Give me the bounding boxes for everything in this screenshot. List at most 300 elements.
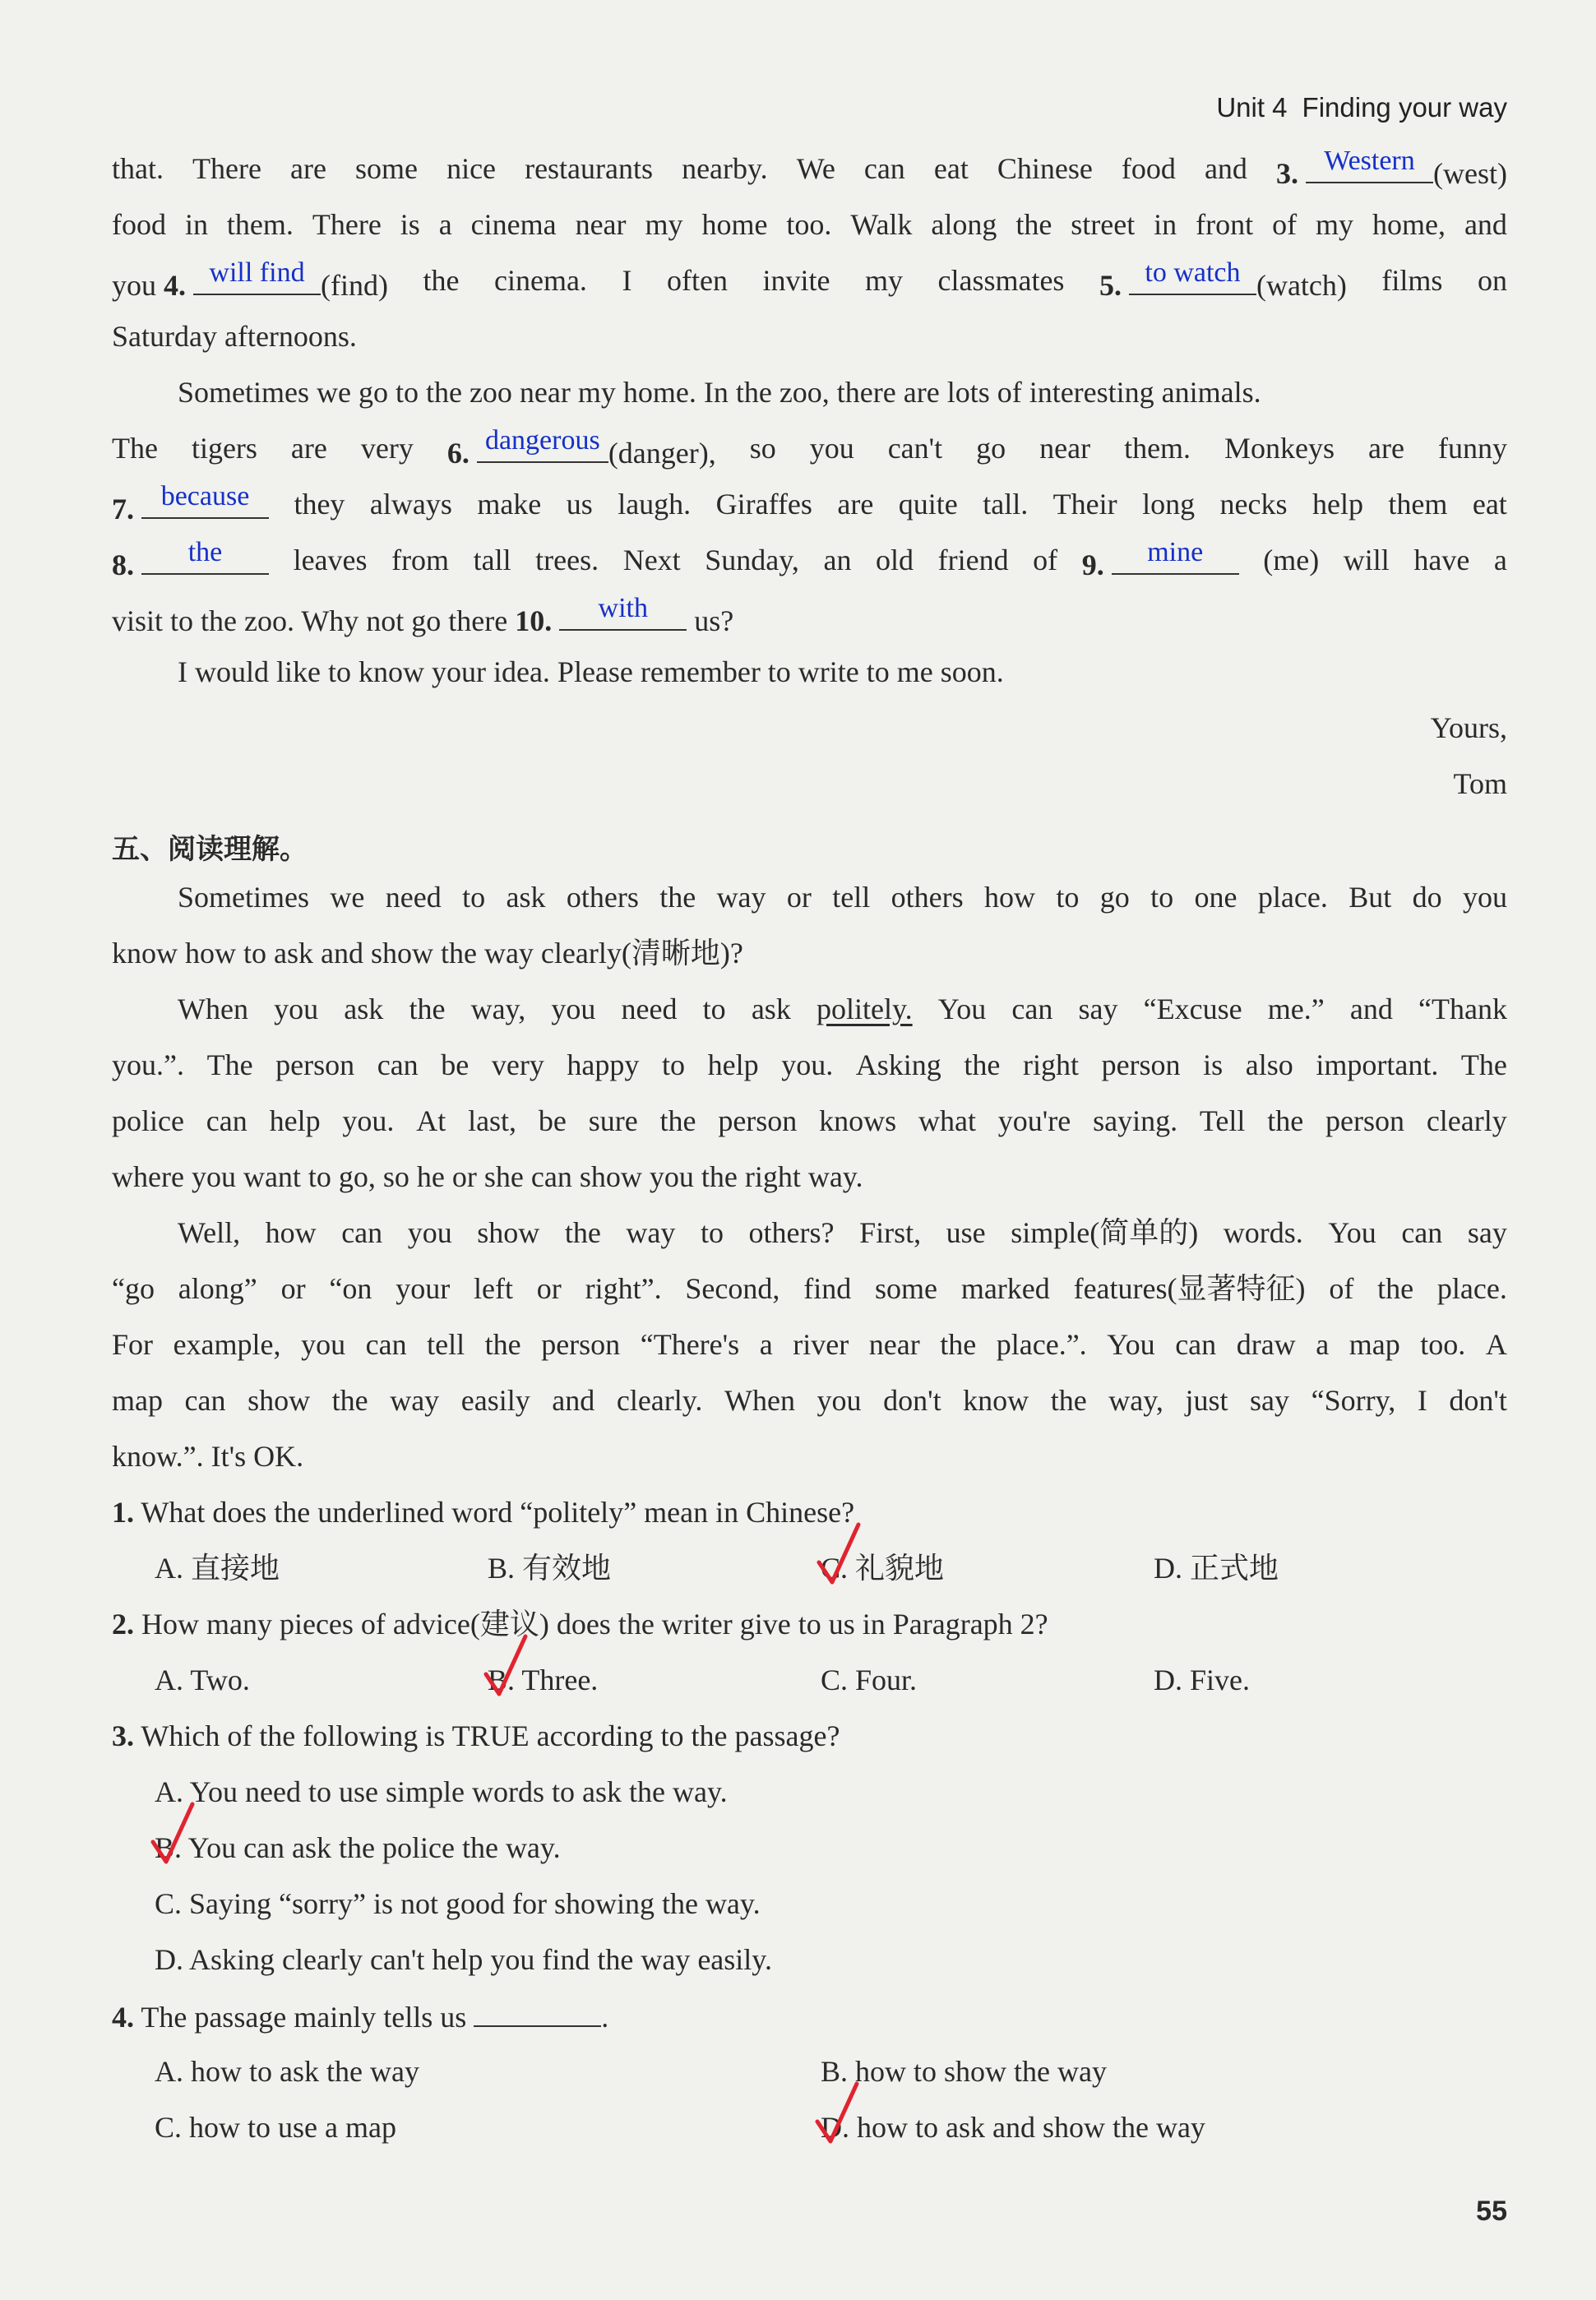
word: place. <box>1257 881 1328 914</box>
page-header <box>1216 92 1507 123</box>
word: my <box>864 264 903 297</box>
word: often <box>666 264 728 297</box>
word: you <box>274 993 319 1025</box>
passage-line-1 <box>178 882 1507 912</box>
word: in <box>184 208 208 241</box>
word: marked <box>960 1272 1050 1305</box>
word: how <box>265 1216 317 1249</box>
word: “on <box>329 1272 372 1305</box>
word: are <box>290 152 326 185</box>
word: you <box>112 269 156 302</box>
word: ask <box>344 993 384 1025</box>
q1-option-c[interactable]: C. 礼貌地 <box>821 1552 945 1585</box>
word: near <box>868 1328 920 1361</box>
handwritten-answer: to watch <box>1145 257 1241 288</box>
word: near <box>1039 432 1091 465</box>
word: invite <box>762 264 830 297</box>
word: help <box>707 1048 759 1081</box>
word: The <box>206 1048 253 1081</box>
blank-number: 10. <box>515 604 553 637</box>
word: on <box>1477 264 1507 297</box>
question-2 <box>112 1609 1507 1639</box>
word: eat <box>933 152 969 185</box>
word: you <box>551 993 596 1025</box>
word: others? <box>748 1216 835 1249</box>
word: say <box>1467 1216 1507 1249</box>
word: nearby. <box>682 152 768 185</box>
word: laugh. <box>618 488 692 521</box>
word: use <box>946 1216 986 1249</box>
q3-option-c[interactable]: C. Saying “sorry” is not good for showing the way. <box>155 1887 761 1920</box>
handwritten-answer: mine <box>1147 537 1204 567</box>
q1-option-b[interactable]: B. 有效地 <box>488 1552 612 1585</box>
letter-line-1 <box>112 146 1507 190</box>
word: right”. <box>585 1272 662 1305</box>
word: Walk <box>850 208 913 241</box>
handwritten-answer: with <box>598 593 648 623</box>
word: films <box>1381 264 1443 297</box>
word: way, <box>470 993 526 1025</box>
word: too. <box>1420 1328 1466 1361</box>
word: map <box>112 1384 163 1417</box>
word: person <box>1325 1104 1404 1137</box>
word: I <box>622 264 632 297</box>
letter-line-10: I would like to know your idea. Please remember to write to me soon. <box>178 655 1004 688</box>
word: that. <box>112 152 164 185</box>
question-4 <box>112 2001 1507 2032</box>
word: the <box>564 1216 601 1249</box>
word: easily <box>460 1384 530 1417</box>
word: or <box>786 881 812 914</box>
q3-option-a[interactable]: A. You need to use simple words to ask the way. <box>155 1775 728 1808</box>
word: don't <box>1449 1384 1507 1417</box>
q1-option-a[interactable]: A. 直接地 <box>155 1552 280 1585</box>
word: The <box>112 432 158 465</box>
word: place. <box>1436 1272 1507 1305</box>
word: ask <box>751 993 791 1025</box>
word: clearly. <box>616 1384 703 1417</box>
word: nice <box>446 152 497 185</box>
word: simple(简单的) <box>1011 1216 1199 1249</box>
word: also <box>1245 1048 1293 1081</box>
handwritten-answer: the <box>187 537 223 567</box>
word: map <box>1349 1328 1400 1361</box>
word: and <box>552 1384 595 1417</box>
word: Monkeys <box>1224 432 1335 465</box>
word: food <box>112 208 166 241</box>
word: of <box>1272 208 1298 241</box>
word: the <box>1267 1104 1304 1137</box>
page-number: 55 <box>1476 2196 1507 2227</box>
letter-line-2 <box>112 210 1507 239</box>
word: You <box>1328 1216 1376 1249</box>
question-text: Which of the following is TRUE according to the passage? <box>141 1719 840 1752</box>
blank-number: 7. <box>112 493 134 525</box>
word: can <box>206 1104 247 1137</box>
answer-blank[interactable] <box>474 2001 601 2027</box>
word: you <box>809 432 854 465</box>
blank-number: 9. <box>1081 548 1104 581</box>
word: long <box>1142 488 1196 521</box>
blank-number: 3. <box>1275 157 1298 190</box>
blank-number: 4. <box>164 269 186 302</box>
word: near <box>575 208 627 241</box>
word: or <box>280 1272 306 1305</box>
word: person <box>275 1048 355 1081</box>
check-mark-icon <box>481 1633 530 1699</box>
word: can <box>184 1384 226 1417</box>
word: sure <box>588 1104 638 1137</box>
q3-option-b[interactable]: B. You can ask the police the way. <box>155 1831 561 1864</box>
letter-line-9 <box>112 593 1507 637</box>
blank-number: 8. <box>112 548 134 581</box>
word: say <box>1250 1384 1290 1417</box>
word: my <box>1316 208 1354 241</box>
word: Their <box>1052 488 1117 521</box>
word: cinema <box>470 208 557 241</box>
word: police <box>112 1104 184 1137</box>
passage-line-3 <box>178 994 1507 1024</box>
word: person <box>718 1104 798 1137</box>
word: along” <box>178 1272 257 1305</box>
word: eat <box>1472 488 1507 521</box>
word: is <box>1203 1048 1224 1081</box>
passage-line-6: where you want to go, so he or she can show you the right way. <box>112 1160 863 1193</box>
fill-blank-7[interactable] <box>141 481 269 519</box>
letter-line-5: Sometimes we go to the zoo near my home. In the zoo, there are lots of interesting animals. <box>178 376 1261 409</box>
fill-blank-4[interactable] <box>193 257 321 295</box>
word: to <box>662 1048 686 1081</box>
passage-line-7 <box>178 1218 1507 1247</box>
word: river <box>793 1328 849 1361</box>
word: ask <box>506 881 546 914</box>
word: are <box>837 488 874 521</box>
word: will <box>1343 544 1390 576</box>
word: home <box>701 208 768 241</box>
word: home, <box>1372 208 1446 241</box>
word: funny <box>1437 432 1507 465</box>
word: “Sorry, <box>1311 1384 1396 1417</box>
word: you <box>301 1328 346 1361</box>
fill-blank-6[interactable] <box>477 425 608 463</box>
word: the <box>1015 208 1052 241</box>
word: way <box>716 881 766 914</box>
word: tall. <box>983 488 1029 521</box>
word: the <box>423 264 460 297</box>
word: trees. <box>535 544 599 576</box>
word: I <box>1417 1384 1427 1417</box>
word: or <box>536 1272 562 1305</box>
question-number: 3. <box>112 1719 134 1752</box>
word: you. <box>781 1048 834 1081</box>
word: the <box>940 1328 977 1361</box>
word: just <box>1185 1384 1228 1417</box>
question-1 <box>112 1497 1507 1527</box>
q4-option-d[interactable]: D. how to ask and show the way <box>821 2111 1205 2144</box>
word: friend <box>937 544 1009 576</box>
letter-line-6 <box>112 425 1507 470</box>
word: happy <box>567 1048 640 1081</box>
word: can <box>1175 1328 1217 1361</box>
word: food <box>1121 152 1176 185</box>
word: last, <box>468 1104 517 1137</box>
word: the <box>1377 1272 1414 1305</box>
word: (me) <box>1263 544 1320 576</box>
word: can <box>341 1216 383 1249</box>
word: others <box>566 881 639 914</box>
word: some <box>875 1272 938 1305</box>
check-mark-icon <box>148 1801 197 1867</box>
word: way <box>390 1384 440 1417</box>
word: Sometimes <box>178 881 309 914</box>
word: them. <box>1124 432 1191 465</box>
word: person <box>541 1328 621 1361</box>
hint: (find) <box>321 269 388 302</box>
word: front <box>1196 208 1254 241</box>
word: can <box>1401 1216 1443 1249</box>
word: are <box>290 432 327 465</box>
check-mark-icon <box>812 2080 862 2146</box>
word: “There's <box>640 1328 740 1361</box>
unit-label: Unit 4 <box>1216 92 1288 123</box>
word: the <box>1050 1384 1087 1417</box>
passage-line-9 <box>112 1330 1507 1359</box>
word: and <box>1464 208 1507 241</box>
underlined-word: politely. <box>816 993 913 1025</box>
word: need <box>385 881 442 914</box>
word: tall <box>473 544 511 576</box>
fill-blank-5[interactable] <box>1129 257 1256 295</box>
word: to <box>700 1216 724 1249</box>
word: from <box>391 544 450 576</box>
word: make <box>477 488 542 521</box>
word: tell <box>427 1328 465 1361</box>
letter-line-3 <box>112 257 1507 302</box>
word: the <box>659 1104 696 1137</box>
word: knows <box>819 1104 897 1137</box>
passage-line-2: know how to ask and show the way clearly(清晰地)? <box>112 937 743 970</box>
unit-title: Finding your way <box>1302 92 1507 123</box>
passage-line-4 <box>112 1050 1507 1080</box>
word: “Thank <box>1418 993 1507 1025</box>
word: along <box>931 208 997 241</box>
word: show <box>247 1384 311 1417</box>
word: too. <box>786 208 832 241</box>
question-number: 4. <box>112 2001 134 2034</box>
fill-blank-10[interactable] <box>559 593 687 631</box>
word: Well, <box>178 1216 241 1249</box>
word: my <box>645 208 683 241</box>
word: person <box>1101 1048 1181 1081</box>
word: way <box>626 1216 676 1249</box>
word: important. <box>1316 1048 1439 1081</box>
word: cinema. <box>493 264 587 297</box>
check-mark-icon <box>814 1521 863 1587</box>
word: you.”. <box>112 1048 184 1081</box>
word: of <box>1329 1272 1354 1305</box>
word: one <box>1194 881 1237 914</box>
question-text: How many pieces of advice(建议) does the writer give to us in Paragraph 2? <box>141 1608 1048 1641</box>
word: me.” <box>1267 993 1325 1025</box>
word: saying. <box>1093 1104 1178 1137</box>
word: left <box>474 1272 513 1305</box>
section-title: 五、阅读理解。 <box>112 833 308 866</box>
letter-line-7 <box>112 481 1507 525</box>
word: Tell <box>1199 1104 1246 1137</box>
letter-line-4: Saturday afternoons. <box>112 320 357 353</box>
word: a <box>438 208 452 241</box>
word: be <box>441 1048 470 1081</box>
word: what <box>918 1104 976 1137</box>
letter-signature: Tom <box>1453 767 1507 800</box>
handwritten-answer: Western <box>1324 146 1415 176</box>
blank-number: 6. <box>446 437 470 470</box>
word: For <box>112 1328 154 1361</box>
word: Giraffes <box>715 488 812 521</box>
q3-option-d[interactable]: D. Asking clearly can't help you find the way easily. <box>155 1943 772 1976</box>
word: others <box>891 881 964 914</box>
word: way, <box>1108 1384 1163 1417</box>
word: an <box>823 544 852 576</box>
word: and <box>1349 993 1393 1025</box>
letter-closing: Yours, <box>1430 711 1507 744</box>
q1-option-d[interactable]: D. 正式地 <box>1154 1552 1279 1585</box>
word: place.”. <box>996 1328 1087 1361</box>
word: find <box>803 1272 852 1305</box>
word: But <box>1349 881 1392 914</box>
q4-option-a[interactable]: A. how to ask the way <box>155 2055 419 2088</box>
word: have <box>1413 544 1470 576</box>
question-3 <box>112 1721 1507 1751</box>
word: a <box>759 1328 773 1361</box>
word: leaves <box>293 544 368 576</box>
word: they <box>294 488 345 521</box>
handwritten-answer: will find <box>209 257 305 288</box>
word: The <box>1460 1048 1507 1081</box>
letter-line-8 <box>112 537 1507 581</box>
word: us <box>566 488 593 521</box>
word: how <box>984 881 1036 914</box>
word: a <box>1493 544 1507 576</box>
word: do <box>1412 881 1442 914</box>
word: you're <box>997 1104 1071 1137</box>
word: know <box>963 1384 1029 1417</box>
word: can <box>365 1328 407 1361</box>
word: and <box>1204 152 1247 185</box>
question-number: 1. <box>112 1496 134 1529</box>
word: the <box>331 1384 368 1417</box>
word: so <box>749 432 776 465</box>
fill-blank-3[interactable] <box>1306 146 1433 183</box>
word: the <box>484 1328 521 1361</box>
word: show <box>477 1216 540 1249</box>
word: say <box>1078 993 1118 1025</box>
blank-number: 5. <box>1099 269 1122 302</box>
question-number: 2. <box>112 1608 134 1641</box>
word: them <box>1388 488 1448 521</box>
word: There <box>192 152 261 185</box>
word: you <box>1462 881 1507 914</box>
word: the <box>964 1048 1001 1081</box>
word: you. <box>342 1104 395 1137</box>
handwritten-answer: dangerous <box>484 425 600 456</box>
word: need <box>621 993 678 1025</box>
word: is <box>400 208 420 241</box>
word: you <box>817 1384 862 1417</box>
word: tell <box>832 881 871 914</box>
passage-line-10 <box>112 1386 1507 1415</box>
hint: (west) <box>1432 157 1507 190</box>
word: can <box>377 1048 419 1081</box>
word: You <box>937 993 987 1025</box>
word: When <box>178 993 248 1025</box>
word: you <box>407 1216 452 1249</box>
word: to <box>462 881 486 914</box>
word: we <box>330 881 365 914</box>
q4-option-c[interactable]: C. how to use a map <box>155 2111 396 2144</box>
handwritten-answer: because <box>160 481 250 511</box>
q2-option-b[interactable]: B. Three. <box>488 1664 599 1696</box>
word: in <box>1154 208 1177 241</box>
word: very <box>360 432 414 465</box>
q2-option-d[interactable]: D. Five. <box>1154 1664 1250 1696</box>
word: help <box>269 1104 321 1137</box>
word: can <box>863 152 905 185</box>
word: always <box>369 488 452 521</box>
word: can't <box>887 432 943 465</box>
word: be <box>538 1104 567 1137</box>
hint: (watch) <box>1256 269 1347 302</box>
word: some <box>355 152 419 185</box>
word: the <box>409 993 446 1025</box>
word: “Excuse <box>1143 993 1242 1025</box>
word: go <box>976 432 1006 465</box>
word: don't <box>883 1384 941 1417</box>
word: restaurants <box>525 152 654 185</box>
word: quite <box>898 488 958 521</box>
word: your <box>396 1272 451 1305</box>
word: draw <box>1236 1328 1296 1361</box>
punctuation: . <box>601 2001 609 2034</box>
word: When <box>724 1384 795 1417</box>
question-text: The passage mainly tells us <box>141 2001 467 2034</box>
word: We <box>796 152 835 185</box>
word: go <box>1099 881 1130 914</box>
word: features(显著特征) <box>1073 1272 1306 1305</box>
word: First, <box>859 1216 922 1249</box>
word: “go <box>112 1272 155 1305</box>
word: a <box>1316 1328 1330 1361</box>
word: There <box>312 208 382 241</box>
word: right <box>1022 1048 1079 1081</box>
word: very <box>491 1048 544 1081</box>
fill-blank-9[interactable] <box>1112 537 1239 575</box>
word: old <box>876 544 914 576</box>
passage-line-5 <box>112 1106 1507 1136</box>
word: are <box>1368 432 1404 465</box>
word: street <box>1071 208 1136 241</box>
q2-option-c[interactable]: C. Four. <box>821 1664 918 1696</box>
fill-blank-8[interactable] <box>141 537 269 575</box>
text: us? <box>694 604 734 637</box>
word: to <box>1056 881 1080 914</box>
word: the <box>659 881 696 914</box>
word: help <box>1311 488 1363 521</box>
q4-option-b[interactable]: B. how to show the way <box>821 2055 1107 2088</box>
q2-option-a[interactable]: A. Two. <box>155 1664 250 1696</box>
word: can <box>1011 993 1053 1025</box>
word: to <box>702 993 726 1025</box>
